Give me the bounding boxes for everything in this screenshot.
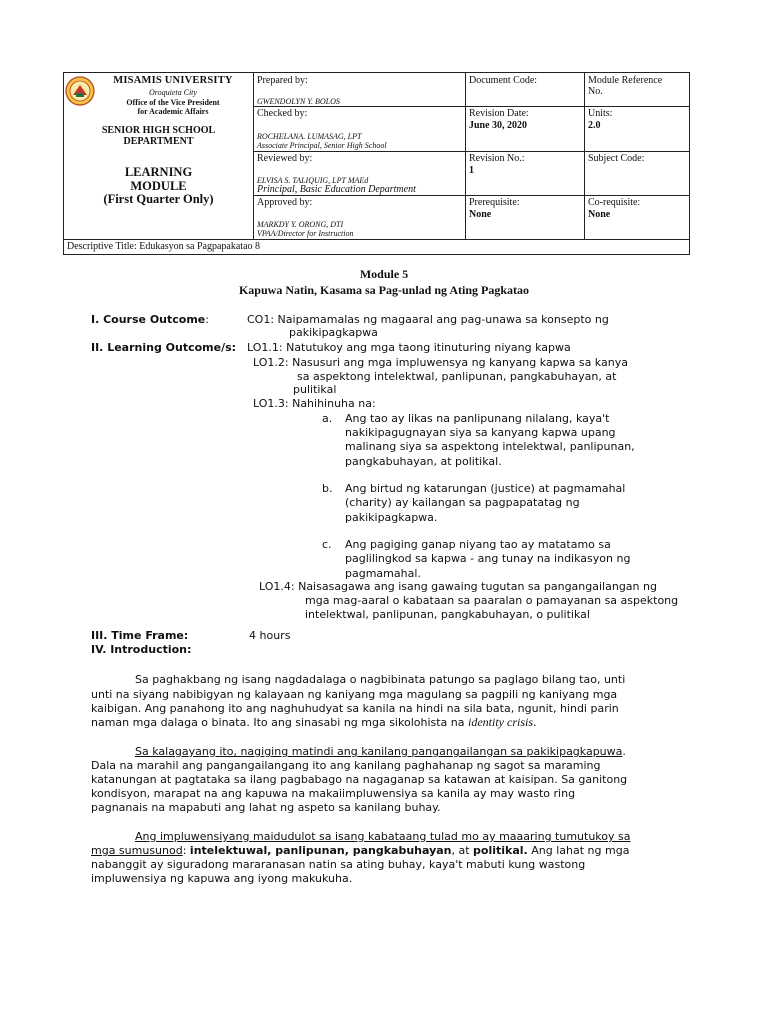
revision-date-value: June 30, 2020: [469, 120, 528, 131]
approved-name: MARKDY Y. ORONG, DTI: [257, 220, 344, 229]
paragraph-2-line-5: pagnanais na mapabuti ang lahat ng aspeto sa kanilang buhay.: [91, 801, 441, 814]
revision-date-label: Revision Date:: [469, 108, 529, 119]
lo-1-3-marker-b: b.: [322, 482, 333, 495]
lo-1-2-line-2: sa aspektong intelektwal, panlipunan, pangkabuhayan, at: [297, 370, 617, 383]
lo-1-2-line-1: LO1.2: Nasusuri ang mga impluwensya ng kanyang kapwa sa kanya: [253, 356, 628, 369]
university-name: MISAMIS UNIVERSITY: [113, 75, 233, 86]
prepared-name: GWENDOLYN Y. BOLOS: [257, 97, 340, 106]
module-title: Kapuwa Natin, Kasama sa Pag-unlad ng Ating Pagkatao: [238, 283, 530, 297]
course-outcome-label: I. Course Outcome:: [91, 313, 209, 326]
module-number: Module 5: [359, 267, 409, 281]
lo-1-3-marker-c: c.: [322, 538, 332, 551]
paragraph-3-line-4: impluwensiya ng kapuwa ang iyong makukuha.: [91, 872, 353, 885]
checked-title: Associate Principal, Senior High School: [257, 141, 387, 150]
lo-1-3-a-line-2: nakikipagugnayan siya sa kanyang kapwa upang: [345, 426, 616, 439]
paragraph-1-line-3: kaibigan. Ang panahong ito ang naghuhudyat sa kanila na hindi na sila bata, ngunit, hindi parin: [91, 702, 619, 715]
lo-1-3-c-line-3: pagmamahal.: [345, 567, 421, 580]
module-reference-label-2: No.: [588, 86, 603, 97]
department-line-2: DEPARTMENT: [123, 136, 194, 147]
prerequisite-label: Prerequisite:: [469, 197, 520, 208]
module-reference-label: Module Reference: [588, 75, 663, 86]
paragraph-3-line-3: nabanggit ay siguradong mararanasan natin sa ating buhay, kaya't mabuti kung wastong: [91, 858, 586, 871]
subject-code-label: Subject Code:: [588, 153, 645, 164]
university-seal-icon: [65, 76, 95, 106]
paragraph-2-line-3: katanungan at pagtataka sa ilang pagbabago na nagaganap sa katawan at kaisipan. Sa ganitong: [91, 773, 628, 786]
lo-1-3-b-line-2: (charity) ay kailangan sa pagpapatatag ng: [345, 496, 580, 509]
paragraph-1-line-1: Sa paghakbang ng isang nagdadalaga o nagbibinata patungo sa paglago bilang tao, unti: [135, 673, 626, 686]
office-line-2: for Academic Affairs: [137, 107, 209, 116]
lo-1-3-c-line-1: Ang pagiging ganap niyang tao ay matatamo sa: [345, 538, 611, 551]
prepared-label: Prepared by:: [257, 75, 308, 86]
time-frame-value: 4 hours: [249, 629, 291, 642]
corequisite-value: None: [588, 209, 611, 220]
course-outcome-line-1: CO1: Naipamamalas ng magaaral ang pag-unawa sa konsepto ng: [247, 313, 609, 326]
approved-label: Approved by:: [257, 197, 313, 208]
prerequisite-value: None: [469, 209, 492, 220]
paragraph-1-line-2: unti na siyang nabibigyan ng kalayaan ng kaniyang mga magulang sa pagpili ng kaniyang mga: [91, 688, 618, 701]
lo-1-3-a-line-3: malinang siya sa aspektong intelektwal, panlipunan,: [345, 440, 635, 453]
paragraph-2-line-2: Dala na marahil ang pangangailangang ito ang kanilang paghahanap ng sagot sa maraming: [91, 759, 601, 772]
descriptive-title: Descriptive Title: Edukasyon sa Pagpapakatao 8: [67, 241, 261, 252]
approved-title: VPAA/Director for Instruction: [257, 229, 354, 238]
paragraph-3-line-1: Ang impluwensiyang maidudulot sa isang kabataang tulad mo ay maaaring tumutukoy sa: [135, 830, 631, 843]
document-code-label: Document Code:: [469, 75, 538, 86]
department-line-1: SENIOR HIGH SCHOOL: [101, 125, 216, 136]
corequisite-label: Co-requisite:: [588, 197, 641, 208]
lo-1-3-b-line-1: Ang birtud ng katarungan (justice) at pagmamahal: [345, 482, 626, 495]
lo-1-4-line-2: mga mag-aaral o kabataan sa paaralan o pamayanan sa aspektong: [305, 594, 679, 607]
course-outcome-line-2: pakikipagkapwa: [289, 326, 378, 339]
office-line-1: Office of the Vice President: [126, 98, 220, 107]
revision-no-label: Revision No.:: [469, 153, 525, 164]
paragraph-2-line-1: Sa kalagayang ito, nagiging matindi ang kanilang pangangailangan sa pakikipagkapuwa.: [135, 745, 626, 758]
lo-1-3-a-line-1: Ang tao ay likas na panlipunang nilalang, kaya't: [345, 412, 610, 425]
reviewed-name: ELVISA S. TALIQUIG, LPT MAEd: [257, 176, 369, 185]
learning-module-line-1: LEARNING: [124, 165, 193, 179]
paragraph-3-line-2: mga sumusunod: intelektuwal, panlipunan, pangkabuhayan, at politikal. Ang lahat ng mga: [91, 844, 630, 857]
time-frame-label: III. Time Frame:: [91, 629, 189, 642]
learning-module-line-3: (First Quarter Only): [103, 192, 214, 206]
revision-no-value: 1: [469, 165, 474, 176]
checked-name: ROCHELANA. LUMASAG, LPT: [257, 132, 362, 141]
lo-1-4-line-1: LO1.4: Naisasagawa ang isang gawaing tugutan sa pangangailangan ng: [259, 580, 657, 593]
lo-1-4-line-3: intelektwal, panlipunan, pangkabuhayan, o pulitikal: [305, 608, 590, 621]
lo-1-1: LO1.1: Natutukoy ang mga taong itinuturing niyang kapwa: [247, 341, 571, 354]
lo-1-3: LO1.3: Nahihinuha na:: [253, 397, 376, 410]
lo-1-2-line-3: pulitikal: [293, 383, 337, 396]
reviewed-title: Principal, Basic Education Department: [257, 184, 416, 195]
university-city: Oroquieta City: [149, 88, 197, 97]
reviewed-label: Reviewed by:: [257, 153, 313, 164]
introduction-label: IV. Introduction:: [91, 643, 192, 656]
lo-1-3-b-line-3: pakikipagkapwa.: [345, 511, 438, 524]
identity-crisis-term: identity crisis: [468, 715, 534, 729]
paragraph-1-line-4: naman mga dalaga o binata. Ito ang sinasabi ng mga sikolohista na identity crisis.: [91, 715, 537, 729]
learning-outcomes-label: II. Learning Outcome/s:: [91, 341, 237, 354]
checked-label: Checked by:: [257, 108, 308, 119]
lo-1-3-c-line-2: paglilingkod sa kapwa - ang tunay na indikasyon ng: [345, 552, 631, 565]
lo-1-3-a-line-4: pangkabuhayan, at politikal.: [345, 455, 502, 468]
learning-module-line-2: MODULE: [130, 179, 187, 193]
units-value: 2.0: [588, 120, 601, 131]
header-table: [63, 72, 690, 255]
lo-1-3-marker-a: a.: [322, 412, 333, 425]
units-label: Units:: [588, 108, 613, 119]
paragraph-2-line-4: kondisyon, marapat na ang kapuwa na makaiimpluwensiya sa kanila ay may wasto ring: [91, 787, 576, 800]
